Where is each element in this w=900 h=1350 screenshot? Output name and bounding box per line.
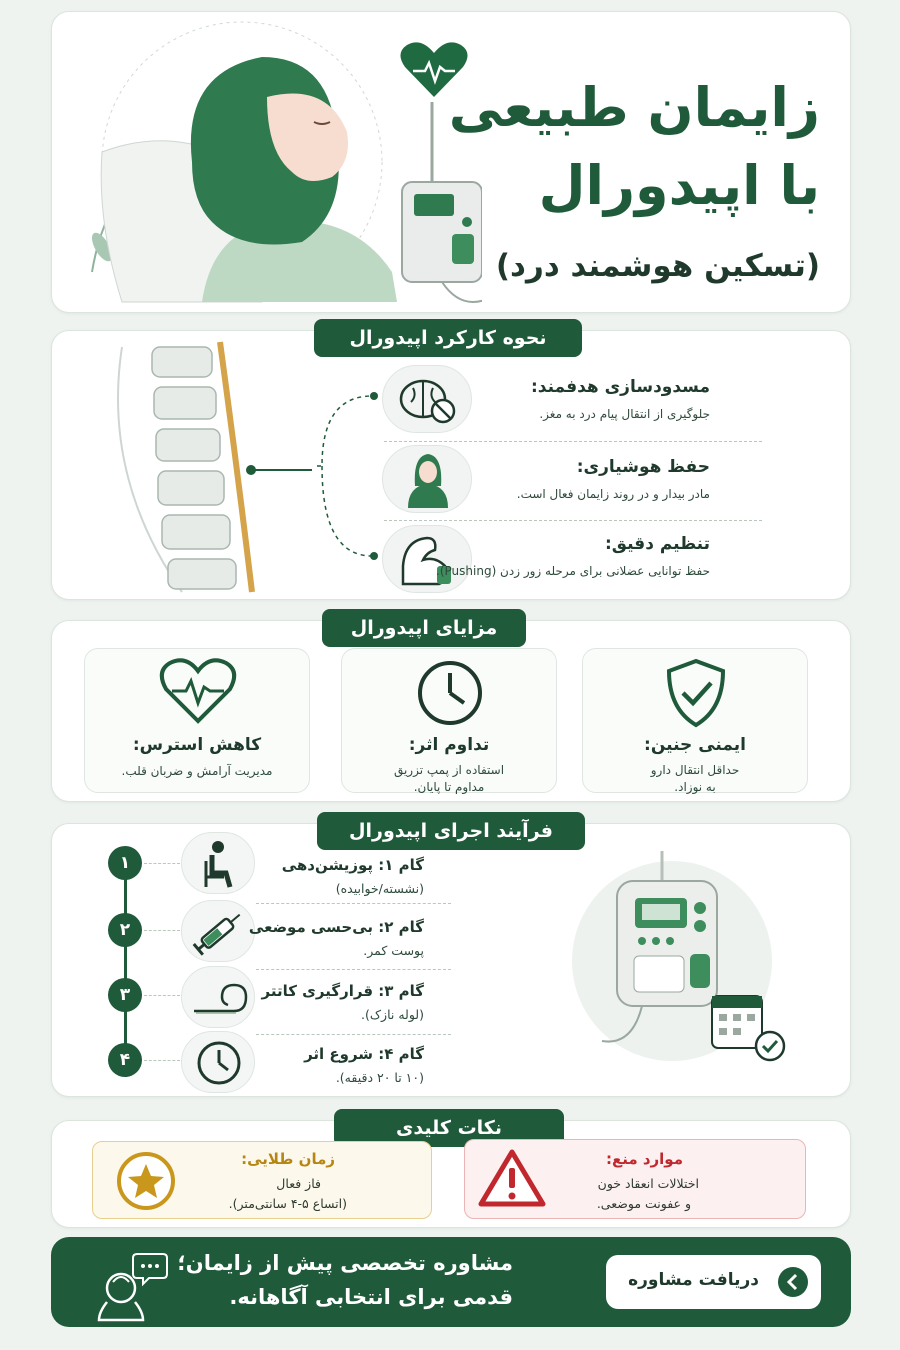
step-text-2: پوست کمر. [363, 943, 424, 958]
step-text-1: (نشسته/خوابیده) [335, 881, 424, 896]
hero-subtitle: (تسکین هوشمند درد) [495, 248, 820, 284]
cta-line2: قدمی برای انتخابی آگاهانه. [229, 1285, 513, 1309]
benefit-title-3: کاهش استرس: [132, 735, 262, 755]
cta-banner [51, 1237, 851, 1327]
how-item-title-1: مسدودسازی هدفمند: [530, 377, 710, 397]
notes-heading: نکات کلیدی [334, 1109, 564, 1147]
connector-lines [312, 391, 382, 591]
syringe-icon [181, 900, 255, 962]
divider [256, 1034, 451, 1035]
spine-icon [62, 337, 312, 597]
how-item-text-3: حفظ توانایی عضلانی برای مرحله زور زدن (Pushing). [436, 564, 710, 578]
woman-hijab-icon [382, 445, 472, 513]
get-consultation-label: دریافت مشاوره [628, 1270, 759, 1290]
contraindications-box [464, 1139, 806, 1219]
step-title-1: گام ۱: پوزیشن‌دهی [281, 856, 424, 874]
flexed-arm-icon [382, 525, 472, 593]
step-timeline [124, 859, 127, 1064]
step-connector [144, 995, 180, 996]
golden-line1: فاز فعال [276, 1176, 321, 1191]
hero-card [51, 11, 851, 313]
benefit-title-1: ایمنی جنین: [644, 735, 746, 755]
chevron-left-icon [776, 1265, 810, 1299]
get-consultation-button[interactable] [606, 1255, 821, 1309]
clock-icon [414, 657, 486, 729]
step-connector [144, 930, 180, 931]
step-title-4: گام ۴: شروع اثر [304, 1045, 424, 1063]
process-heading: فرآیند اجرای اپیدورال [317, 812, 585, 850]
how-heading: نحوه کارکرد اپیدورال [314, 319, 582, 357]
benefits-heading: مزایای اپیدورال [322, 609, 526, 647]
brain-block-icon [382, 365, 472, 433]
process-card [51, 820, 851, 1097]
step-title-2: گام ۲: بی‌حسی موضعی [248, 918, 424, 936]
step-number-1: ۱ [108, 846, 142, 880]
step-number-2: ۲ [108, 913, 142, 947]
golden-title: زمان طلایی: [241, 1150, 335, 1168]
golden-line2: (اتساع ۵-۴ سانتی‌متر). [228, 1196, 347, 1211]
contra-line1: اختلالات انعقاد خون [597, 1176, 699, 1191]
cta-line1: مشاوره تخصصی پیش از زایمان؛ [177, 1251, 513, 1275]
clock-icon [181, 1031, 255, 1093]
seated-person-icon [181, 832, 255, 894]
step-number-4: ۴ [108, 1043, 142, 1077]
shield-check-icon [661, 657, 731, 729]
star-icon [115, 1150, 177, 1212]
consultation-chat-icon [89, 1242, 169, 1322]
benefit-text-2b: مداوم تا پایان. [413, 780, 485, 794]
key-notes-card [51, 1117, 851, 1228]
step-connector [144, 863, 180, 864]
divider [256, 969, 451, 970]
divider [384, 520, 762, 521]
step-text-3: (لوله نازک). [361, 1007, 424, 1022]
warning-icon [477, 1146, 547, 1210]
benefit-stress [84, 648, 310, 793]
contra-title: موارد منع: [605, 1150, 683, 1168]
golden-time-box [92, 1141, 432, 1219]
epidural-pump-illustration [562, 846, 822, 1076]
contra-line2: و عفونت موضعی. [596, 1196, 691, 1211]
heart-pulse-icon [158, 657, 238, 727]
divider [384, 441, 762, 442]
catheter-icon [181, 966, 255, 1028]
how-item-title-3: تنظیم دقیق: [605, 534, 710, 554]
divider [256, 903, 451, 904]
how-item-title-2: حفظ هوشیاری: [576, 457, 710, 477]
benefit-continuity [341, 648, 557, 793]
benefit-text-3: مدیریت آرامش و ضربان قلب. [121, 764, 273, 778]
how-item-text-1: جلوگیری از انتقال پیام درد به مغز. [539, 407, 710, 421]
step-text-4: (۱۰ تا ۲۰ دقیقه). [335, 1070, 424, 1085]
step-title-3: گام ۳: قرارگیری کاتتر [261, 982, 424, 1000]
hero-title-line1: زایمان طبیعی [448, 76, 820, 139]
how-item-text-2: مادر بیدار و در روند زایمان فعال است. [516, 487, 710, 501]
benefit-fetal-safety [582, 648, 808, 793]
step-number-3: ۳ [108, 978, 142, 1012]
benefit-title-2: تداوم اثر: [408, 735, 490, 755]
benefits-card [51, 617, 851, 802]
hero-title-line2: با اپیدورال [538, 154, 820, 217]
how-it-works-card [51, 327, 851, 600]
step-connector [144, 1060, 180, 1061]
benefit-text-1a: حداقل انتقال دارو [650, 763, 740, 777]
benefit-text-2a: استفاده از پمپ تزریق [393, 763, 505, 777]
benefit-text-1b: به نوزاد. [674, 780, 716, 794]
